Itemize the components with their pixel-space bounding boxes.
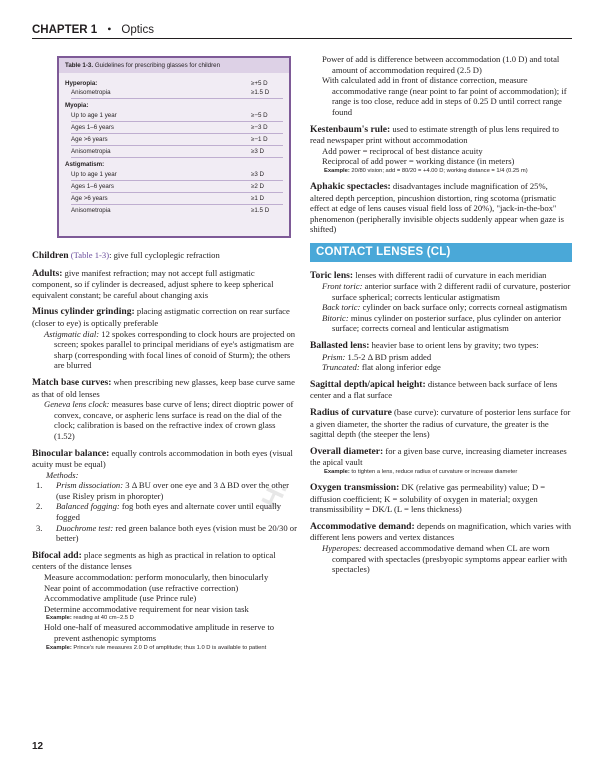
entry-text: depends on magnification, which varies with different lens powers and vertex distances [310, 520, 572, 543]
entry-heading: Kestenbaum's rule: [310, 123, 391, 135]
oxygen-transmission-entry [310, 482, 572, 515]
header-bullet: • [107, 22, 112, 36]
kestenbaum-entry [310, 124, 572, 146]
contact-lenses-section-heading: CONTACT LENSES (CL) [310, 243, 572, 262]
entry-heading: Overall diameter: [310, 445, 384, 457]
entry-heading: Minus cylinder grinding: [32, 306, 135, 318]
sub-heading: Hyperopes: [322, 542, 362, 553]
accommodative-demand-entry [310, 521, 572, 543]
method-number: 1. [36, 480, 43, 491]
sub-heading: Bitoric: [322, 312, 349, 323]
entry-text: for a given base curve, increasing diameter increases the apical vault [310, 445, 567, 468]
group-title: Myopia: [65, 102, 89, 110]
table-row [65, 182, 283, 191]
table-divider [71, 192, 283, 193]
method-number: 3. [36, 522, 43, 533]
page-number: 12 [32, 741, 44, 752]
table-divider [71, 180, 283, 181]
group-title: Hyperopia: [65, 80, 98, 87]
table-divider [71, 145, 283, 146]
method-item [32, 501, 297, 522]
running-header [32, 20, 572, 40]
bifocal-add-entry [32, 550, 297, 572]
row-value: ≥1.5 D [251, 207, 270, 215]
method-item [32, 480, 297, 501]
method-name: Duochrome test: [56, 522, 114, 533]
sub-heading: Front toric: [322, 281, 363, 292]
example-label: Example: [46, 615, 72, 622]
group-title: Astigmatism: [65, 161, 105, 169]
children-entry [32, 250, 297, 262]
header-rule [32, 38, 572, 39]
entry-heading: Accommodative demand: [310, 520, 415, 532]
power-of-add-line: Power of add is difference between accommodation (1.0 D) and total amount of accommodation required (2.5 D) [322, 54, 560, 75]
example-text: Prince's rule measures 2.0 D of amplitude; thus 1.0 D is available to patient [71, 644, 267, 651]
sub-heading: Prism: [322, 351, 346, 362]
example-label: Example: [324, 167, 350, 174]
geneva-lens-clock-entry [32, 399, 297, 441]
method-name: Balanced fogging: [56, 501, 120, 512]
table-row [65, 111, 283, 120]
method-item [32, 523, 297, 544]
entry-heading: Children [32, 250, 69, 261]
toric-lens-entry [310, 270, 572, 282]
bifocal-hold-line: Hold one-half of measured accommodative amplitude in reserve to prevent asthenopic symptoms [44, 622, 275, 643]
left-column [32, 250, 297, 652]
table-divider [71, 157, 283, 158]
binocular-balance-entry [32, 448, 297, 470]
sub-text: anterior surface with 2 different radii of curvature, posterior surface spherical; corrects lenticular astigmatism [332, 281, 571, 302]
entry-text: placing astigmatic correction on rear surface (closer to eye) is optically preferable [32, 306, 290, 328]
sub-text: measures base curve of lens; direct dioptric power of convex, concave, or aspheric lens surface is read on the dial of the clock; calibration is based on the refractive index of crown glass (1.52) [54, 399, 294, 441]
row-label: Up to age 1 year [71, 170, 117, 178]
table-row [65, 123, 283, 132]
overall-diameter-example [310, 468, 572, 476]
entry-text: (base curve): curvature of posterior lens surface for a given diameter, the shorter the radius of curvature, the greater is the sagittal depth (the steeper the lens) [310, 407, 571, 440]
entry-text: lenses with different radii of curvature in each meridian [353, 269, 547, 280]
example-text: to tighten a lens, reduce radius of curvature or increase diameter [349, 469, 518, 475]
row-label: Age >6 years [71, 136, 108, 144]
row-value: ≥−3 D [251, 123, 268, 131]
row-label: Age >6 years [71, 195, 108, 203]
entry-text: heavier base to orient lens by gravity; two types: [369, 340, 539, 351]
entry-text: DK (relative gas permeability) value; D = diffusion coefficient; K = solubility of oxygen in material; oxygen transmissibility = DK/L (L = lens thickness) [310, 482, 546, 515]
kestenbaum-line: Reciprocal of add power = working distance (in meters) [322, 156, 515, 167]
ballasted-lens-entry [310, 340, 572, 352]
aphakic-spectacles-entry [310, 181, 572, 235]
table-caption [59, 58, 289, 73]
example-text: reading at 40 cm−2.5 D [71, 615, 134, 622]
bifocal-example-1 [32, 614, 297, 622]
table-group-hyperopia [65, 79, 283, 88]
entry-text: give manifest refraction; may not accept full astigmatic component, so if cylinder is decreased, adjust sphere to keep spherical equivalent constant; be careful about changing axis [32, 267, 274, 300]
method-text: red green balance both eyes (vision must be 20/30 or better) [56, 522, 297, 544]
toric-subtype [310, 313, 572, 334]
entry-text: when prescribing new glasses, keep base curve same as that of old lenses [32, 376, 295, 399]
toric-subtype [310, 302, 572, 313]
method-text: fog both eyes and alternate cover until equally fogged [56, 501, 282, 523]
table-label: Table 1-3. [65, 62, 94, 69]
table-row [65, 194, 283, 203]
radius-of-curvature-entry [310, 407, 572, 440]
method-text: 3 Δ BU over one eye and 3 Δ BD over the other (use Risley prism in phoropter) [56, 480, 290, 501]
row-label: Anisometropia [71, 148, 111, 156]
overall-diameter-entry [310, 446, 572, 468]
table-row [65, 88, 283, 97]
row-label: Ages 1–6 years [71, 182, 114, 190]
hyperopes-entry [310, 543, 572, 575]
kestenbaum-example [310, 167, 572, 175]
bifocal-example-2 [32, 644, 297, 652]
toric-subtype [310, 281, 572, 302]
guidelines-table [57, 56, 291, 238]
sagittal-depth-entry [310, 379, 572, 401]
sub-text: minus cylinder on posterior surface, plus cylinder on anterior surface; corrects corneal and lenticular astigmatism [332, 312, 562, 334]
minus-cylinder-entry [32, 306, 297, 328]
entry-heading: Sagittal depth/apical height: [310, 378, 426, 390]
entry-text: place segments as high as practical in relation to optical centers of the distance lenses [32, 549, 276, 572]
table-divider [71, 98, 283, 99]
entry-text: distance between back surface of lens center and a flat surface [310, 378, 558, 401]
sub-heading: Truncated: [322, 362, 360, 373]
methods-label: Methods: [46, 469, 79, 480]
ballasted-subtype [310, 362, 572, 373]
example-label: Example: [324, 469, 350, 475]
table-group-myopia [65, 101, 283, 110]
astigmatic-dial-entry [32, 329, 297, 371]
entry-text: equally controls accommodation in both eyes (visual acuity must be equal) [32, 447, 293, 470]
sub-text: decreased accommodative demand when CL are worn compared with spectacles (presbyopic symptoms appear earlier with spectacles) [332, 542, 568, 575]
row-label: Ages 1–6 years [71, 123, 114, 131]
entry-text: used to estimate strength of plus lens required to read newspaper print without accommodation [310, 123, 559, 146]
row-value: ≥1 D [251, 195, 265, 203]
row-value: ≥−1 D [251, 136, 268, 144]
entry-text: : give full cycloplegic refraction [109, 250, 220, 260]
row-label: Up to age 1 year [71, 111, 117, 119]
calculated-add-line: With calculated add in front of distance correction, measure accommodative range (near point to far point of accommodation); if range is too close, reduce add in steps of 0.25 D until correct range found [322, 75, 567, 117]
table-reference-link[interactable]: (Table 1-3) [70, 250, 110, 260]
entry-heading: Oxygen transmission: [310, 482, 400, 493]
example-label: Example: [46, 644, 72, 651]
kestenbaum-line: Add power = reciprocal of best distance acuity [322, 145, 483, 156]
adults-entry [32, 268, 297, 301]
chapter-label: CHAPTER 1 [32, 24, 98, 36]
table-row [65, 170, 283, 179]
entry-heading: Aphakic spectacles: [310, 180, 391, 192]
bifocal-line: Determine accommodative requirement for near vision task [44, 603, 249, 614]
entry-heading: Ballasted lens: [310, 340, 370, 352]
sub-text: cylinder on back surface only; corrects corneal astigmatism [360, 302, 568, 313]
entry-heading: Toric lens: [310, 269, 354, 281]
example-text: 20/80 vision; add = 80/20 = +4.00 D; working distance = 1/4 (0.25 m) [349, 167, 528, 174]
table-divider [71, 204, 283, 205]
entry-heading: Adults: [32, 267, 63, 279]
section-title: Optics [121, 24, 154, 36]
sub-heading: Back toric: [322, 302, 361, 313]
entry-heading: Bifocal add: [32, 549, 82, 561]
ballasted-subtype [310, 352, 572, 363]
row-value: ≥2 D [251, 182, 265, 190]
bifocal-line: Near point of accommodation (use refractive correction) [44, 582, 239, 593]
row-value: ≥3 D [251, 170, 265, 178]
table-caption-text: Guidelines for prescribing glasses for children [94, 62, 221, 69]
sub-text: 1.5-2 Δ BD prism added [345, 351, 432, 362]
method-number: 2. [36, 501, 43, 512]
table-group-astigmatism [65, 160, 283, 169]
sub-heading: Geneva lens clock: [44, 399, 110, 410]
table-row [65, 147, 283, 156]
row-value: ≥1.5 D [251, 89, 270, 97]
entry-text: disadvantages include magnification of 25%, altered depth perception, pincushion distortion, ring scotoma (prismatic effect at edge of lens causes visual field loss of 20%), "jack-in-the-box" phenomenon (peripherally invisible objects suddenly appear when gaze is shifted) [310, 180, 564, 235]
watermark: H. [255, 476, 294, 513]
row-label: Anisometropia [71, 89, 111, 97]
bifocal-line: Measure accommodation: perform monocularly, then binocularly [44, 572, 269, 583]
table-divider [71, 121, 283, 122]
row-value: ≥3 D [251, 148, 265, 156]
sub-heading: Astigmatic dial: [44, 328, 100, 339]
row-value: ≥−5 D [251, 111, 268, 119]
entry-heading: Match base curves: [32, 376, 112, 388]
sub-text: flat along inferior edge [359, 362, 441, 373]
method-name: Prism dissociation: [56, 480, 124, 491]
bifocal-line: Accommodative amplitude (use Prince rule) [44, 593, 197, 604]
group-value: ≥+5 D [251, 80, 268, 87]
table-divider [71, 133, 283, 134]
entry-heading: Binocular balance: [32, 447, 110, 459]
row-label: Anisometropia [71, 207, 111, 215]
table-row [65, 135, 283, 144]
match-base-curves-entry [32, 377, 297, 399]
right-column [310, 54, 572, 575]
sub-text: 12 spokes corresponding to clock hours are projected on screen; spokes parallel to principal meridians of eye's astigmatism are sharp (corresponding with focal lines of conoid of Sturm); the others are blurred [54, 328, 296, 371]
entry-heading: Radius of curvature [310, 407, 392, 419]
table-row [65, 206, 283, 215]
